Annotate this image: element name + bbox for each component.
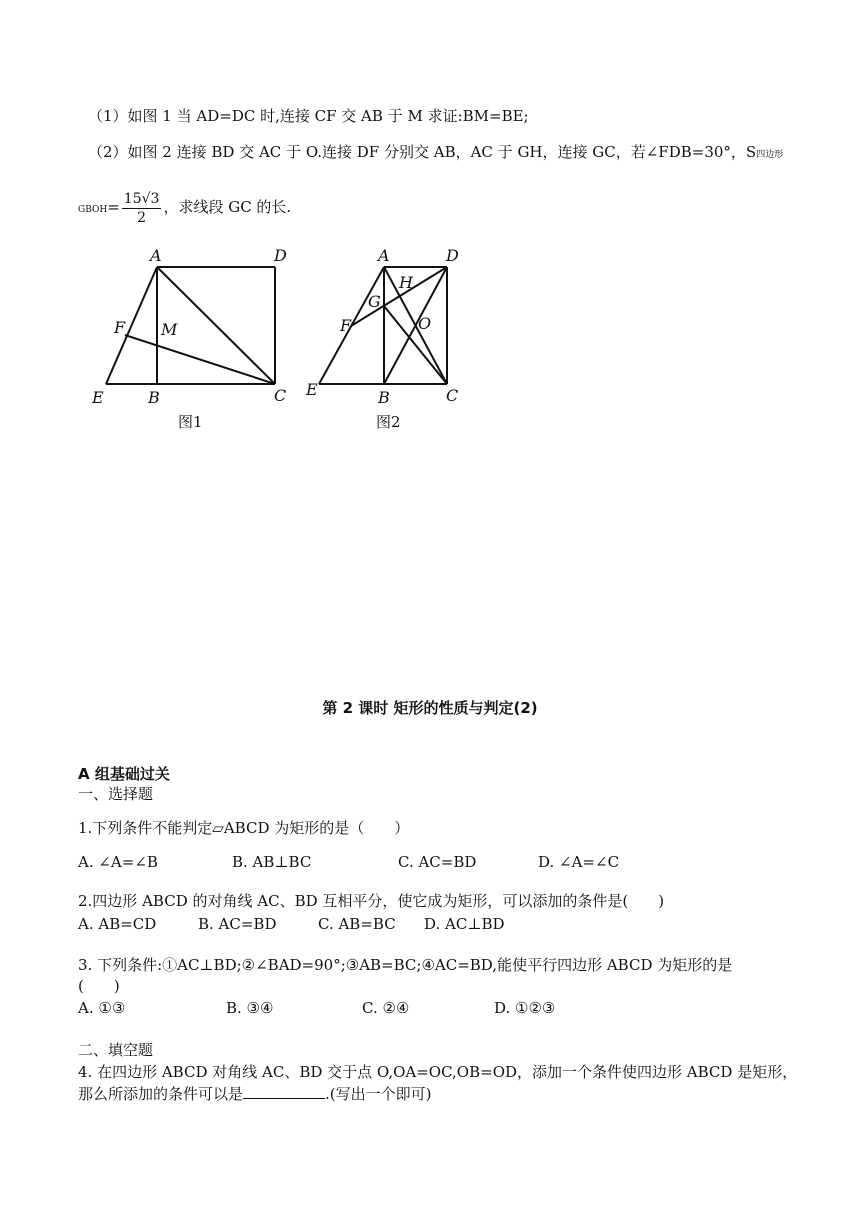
q1-option-c: C. AC=BD bbox=[398, 853, 477, 871]
fig1-label-A: A bbox=[150, 246, 162, 265]
figure-2 bbox=[304, 245, 464, 435]
fig2-label-A: A bbox=[378, 246, 390, 265]
q2-option-c: C. AB=BC bbox=[318, 915, 396, 933]
fig2-caption: 图2 bbox=[376, 413, 401, 431]
fig1-label-C: C bbox=[274, 386, 287, 405]
section-choice: 一、选择题 bbox=[78, 785, 154, 803]
q2-option-b: B. AC=BD bbox=[198, 915, 277, 933]
problem-part2 bbox=[88, 142, 783, 165]
equals-sign: = bbox=[107, 198, 120, 216]
q4-line1: 4. 在四边形 ABCD 对角线 AC、BD 交于点 O,OA=OC,OB=OD，添加一个条件使四边形 ABCD 是矩形， bbox=[78, 1063, 798, 1081]
q4-line2-suffix: .(写出一个即可) bbox=[325, 1085, 432, 1103]
q3-option-b: B. ③④ bbox=[226, 999, 274, 1017]
figure-1 bbox=[88, 245, 298, 435]
q4-line2 bbox=[78, 1084, 432, 1104]
q1-option-d: D. ∠A=∠C bbox=[538, 853, 620, 871]
q3-stem: 3. 下列条件:①AC⊥BD;②∠BAD=90°;③AB=BC;④AC=BD,能使平行四边形 ABCD 为矩形的是 bbox=[78, 956, 733, 974]
q2-option-a: A. AB=CD bbox=[78, 915, 157, 933]
section-fill: 二、填空题 bbox=[78, 1041, 154, 1059]
q3-paren: ( ) bbox=[78, 977, 120, 995]
lesson-title: 第 2 课时 矩形的性质与判定(2) bbox=[322, 699, 538, 717]
q3-option-d: D. ①②③ bbox=[494, 999, 556, 1017]
fig2-label-O: O bbox=[418, 314, 432, 333]
fig2-label-B: B bbox=[378, 388, 390, 407]
fig2-label-G: G bbox=[368, 292, 381, 311]
fraction-denominator: 2 bbox=[137, 209, 147, 226]
area-subscript-name: GBOH bbox=[78, 205, 108, 215]
problem-area-line bbox=[78, 188, 291, 229]
group-heading: A 组基础过关 bbox=[78, 765, 170, 783]
q4-line2-prefix: 那么所添加的条件可以是 bbox=[78, 1085, 244, 1103]
q3-option-a: A. ①③ bbox=[78, 999, 126, 1017]
q1-stem: 1.下列条件不能判定▱ABCD 为矩形的是（ ） bbox=[78, 819, 410, 837]
fig2-segment-GC bbox=[384, 306, 447, 384]
fraction-numerator: 15√3 bbox=[123, 190, 160, 207]
fig1-label-M: M bbox=[161, 320, 178, 339]
fig1-label-F: F bbox=[114, 318, 126, 337]
area-fraction bbox=[122, 190, 162, 227]
q2-option-d: D. AC⊥BD bbox=[424, 915, 505, 933]
q2-stem: 2.四边形 ABCD 的对角线 AC、BD 互相平分，使它成为矩形，可以添加的条件是( ) bbox=[78, 892, 665, 910]
fig2-label-H: H bbox=[399, 273, 413, 292]
area-subscript-quad: 四边形 bbox=[756, 150, 784, 160]
fig2-label-F: F bbox=[340, 316, 352, 335]
fig1-segment-FC bbox=[125, 335, 275, 384]
fig1-label-E: E bbox=[92, 388, 104, 407]
fig2-label-E: E bbox=[306, 380, 318, 399]
fig1-label-D: D bbox=[274, 246, 287, 265]
q1-option-b: B. AB⊥BC bbox=[232, 853, 312, 871]
fig2-label-D: D bbox=[446, 246, 459, 265]
fig2-label-C: C bbox=[446, 386, 459, 405]
answer-blank[interactable] bbox=[243, 1084, 325, 1099]
fig1-label-B: B bbox=[148, 388, 160, 407]
q1-option-a: A. ∠A=∠B bbox=[78, 853, 158, 871]
fig1-caption: 图1 bbox=[178, 413, 203, 431]
problem-part2-text: （2）如图 2 连接 BD 交 AC 于 O.连接 DF 分别交 AB，AC 于 GH，连接 GC，若∠FDB=30°，S bbox=[88, 143, 757, 161]
problem-part1: （1）如图 1 当 AD=DC 时,连接 CF 交 AB 于 M 求证:BM=BE; bbox=[88, 107, 529, 125]
problem-tail: ，求线段 GC 的长. bbox=[163, 198, 292, 216]
q3-option-c: C. ②④ bbox=[362, 999, 410, 1017]
